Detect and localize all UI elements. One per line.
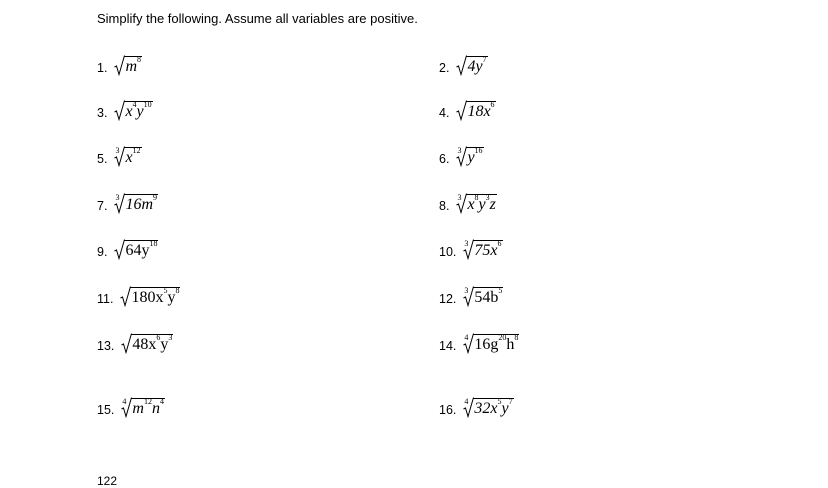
- problem-9: [97, 236, 158, 260]
- root-index: 4: [464, 397, 469, 406]
- radical-expression: [114, 55, 142, 76]
- problem-number: 1.: [97, 60, 108, 75]
- problem-14: [439, 330, 519, 354]
- radicand: $x^4y^{10}$: [125, 100, 152, 120]
- radical-expression: [463, 286, 503, 307]
- root-index: 3: [457, 146, 462, 155]
- radicand: $54b^5$: [474, 286, 503, 306]
- problem-number: 10.: [439, 244, 457, 259]
- problem-number: 4.: [439, 105, 450, 120]
- radical-expression: [463, 239, 502, 260]
- radicand: $16m^9$: [125, 193, 157, 213]
- problem-number: 6.: [439, 151, 450, 166]
- problem-7: [97, 190, 158, 214]
- radicand: $4y^7$: [467, 55, 487, 75]
- problem-number: 5.: [97, 151, 108, 166]
- problem-number: 7.: [97, 198, 108, 213]
- radical-expression: [463, 397, 513, 418]
- problem-number: 15.: [97, 402, 115, 417]
- radicand: $180x^5y^8$: [131, 286, 180, 306]
- problem-3: [97, 97, 153, 121]
- problem-number: 11.: [97, 291, 114, 306]
- radicand: $48x^6y^3$: [132, 333, 173, 353]
- problem-number: 16.: [439, 402, 457, 417]
- root-index: 3: [464, 239, 469, 248]
- radical-expression: [121, 333, 173, 354]
- radicand: $16g^{20}h^8$: [474, 333, 519, 353]
- radicand: $y^{16}$: [467, 146, 483, 166]
- radical-expression: [456, 146, 483, 167]
- problem-number: 2.: [439, 60, 450, 75]
- radical-expression: [463, 333, 519, 354]
- radical-expression: [114, 193, 158, 214]
- problem-12: [439, 283, 503, 307]
- problem-6: [439, 143, 484, 167]
- radical-expression: [121, 397, 165, 418]
- radical-expression: [120, 286, 180, 307]
- problem-2: [439, 52, 488, 76]
- problem-number: 8.: [439, 198, 450, 213]
- problem-number: 14.: [439, 338, 457, 353]
- problem-16: [439, 394, 514, 418]
- radical-expression: [456, 193, 496, 214]
- radical-expression: [114, 100, 152, 121]
- problem-8: [439, 190, 497, 214]
- radicand: $m^{12}n^4$: [132, 397, 164, 417]
- radicand: $64y^{18}$: [125, 239, 158, 259]
- root-index: 4: [464, 333, 469, 342]
- problem-number: 3.: [97, 105, 108, 120]
- problem-15: [97, 394, 165, 418]
- problem-13: [97, 330, 173, 354]
- root-index: 4: [122, 397, 127, 406]
- radicand: $32x^5y^7$: [474, 397, 513, 417]
- radicand: $x^8y^3z$: [467, 193, 496, 213]
- problem-number: 9.: [97, 244, 108, 259]
- radical-expression: [456, 100, 495, 121]
- root-index: 3: [457, 193, 462, 202]
- problem-number: 13.: [97, 338, 115, 353]
- radical-expression: [456, 55, 487, 76]
- radicand: $m^8$: [125, 55, 141, 75]
- page-number: 122: [97, 474, 118, 488]
- problem-number: 12.: [439, 291, 457, 306]
- problem-11: [97, 283, 180, 307]
- root-index: 3: [464, 286, 469, 295]
- radicand: $75x^6$: [474, 239, 502, 259]
- instructions-text: Simplify the following. Assume all variables are positive.: [97, 11, 418, 26]
- problem-1: [97, 52, 142, 76]
- radicand: $x^{12}$: [125, 146, 141, 166]
- problem-4: [439, 97, 496, 121]
- radicand: $18x^6$: [467, 100, 495, 120]
- root-index: 3: [115, 146, 120, 155]
- radical-expression: [114, 146, 141, 167]
- problem-5: [97, 143, 142, 167]
- radical-expression: [114, 239, 158, 260]
- problem-10: [439, 236, 503, 260]
- root-index: 3: [115, 193, 120, 202]
